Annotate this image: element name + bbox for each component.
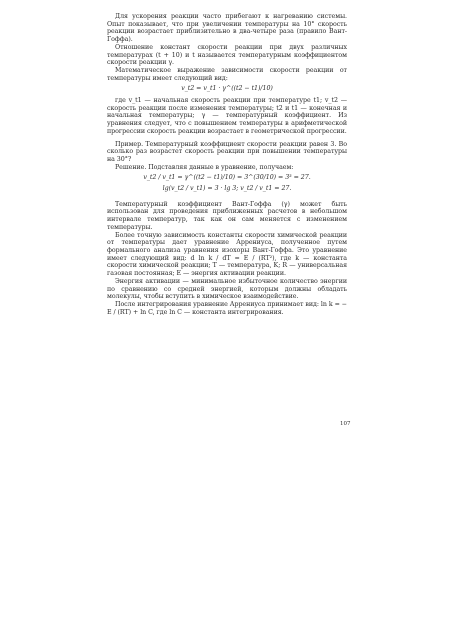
paragraph: Математическое выражение зависимости скорости реакции от температуры имеет следующий вид: (107, 66, 347, 82)
paragraph: После интегрирования уравнение Аррениуса принимает вид: ln k = − E / (RT) + ln C, где ln C — константа интегрирования. (107, 300, 347, 316)
example-paragraph: Пример. Температурный коэффициент скорости реакции равен 3. Во сколько раз возрастет скорость реакции при повышении температуры на 30°? (107, 140, 347, 163)
equation-line: v_t2 / v_t1 = γ^((t2 − t1)/10) = 3^(30/10) = 3³ = 27. (143, 174, 311, 182)
solution-paragraph: Решение. Подставляя данные в уравнение, получаем: (115, 163, 294, 171)
paragraph: Энергия активации — минимальное избыточное количество энергии по сравнению со средней энергией, которым должны обладать молекулы, чтобы вступить в химическое взаимодействие. (107, 277, 347, 301)
equation-line: lg(v_t2 / v_t1) = 3 · lg 3; v_t2 / v_t1 = 27. (162, 185, 292, 193)
paragraph: Для ускорения реакции часто прибегают к нагреванию системы. Опыт показывает, что при увеличении температуры на 10° скорость реакции возрастает приблизительно в два-четыре раза (правило Вант-Гоффа). (107, 13, 347, 44)
body-text (107, 13, 347, 316)
paragraph: Более точную зависимость константы скорости химической реакции от температуры дает уравнение Аррениуса, полученное путем формального анализа уравнения изохоры Вант-Гоффа. Это уравнение имеет следующий вид: d ln k / dT = E / (RT²), где k — константа скорости химической реакции; T — температура, K; R — универсальная газовая постоянная; E — энергия активации реакции. (107, 231, 347, 278)
paragraph: Отношение констант скорости реакции при двух различных температурах (t + 10) и t называется температурным коэффициентом скорости реакции γ. (107, 43, 347, 67)
formula-main: v_t2 = v_t1 · γ^((t2 − t1)/10) (181, 85, 273, 93)
paragraph: Температурный коэффициент Вант-Гоффа (γ) может быть использован для проведения приближенных расчетов в небольшом интервале температур, так как он сам меняется с изменением температуры. (107, 200, 347, 231)
paragraph: где v_t1 — начальная скорость реакции при температуре t1; v_t2 — скорость реакции после изменения температуры; t2 и t1 — конечная и начальная температуры; γ — температурный коэффициент. Из уравнения следует, что с повышением температуры в арифметической прогрессии скорость реакции возрастает в геометрической прогрессии. (107, 97, 347, 135)
page-number: 107 (340, 421, 351, 427)
